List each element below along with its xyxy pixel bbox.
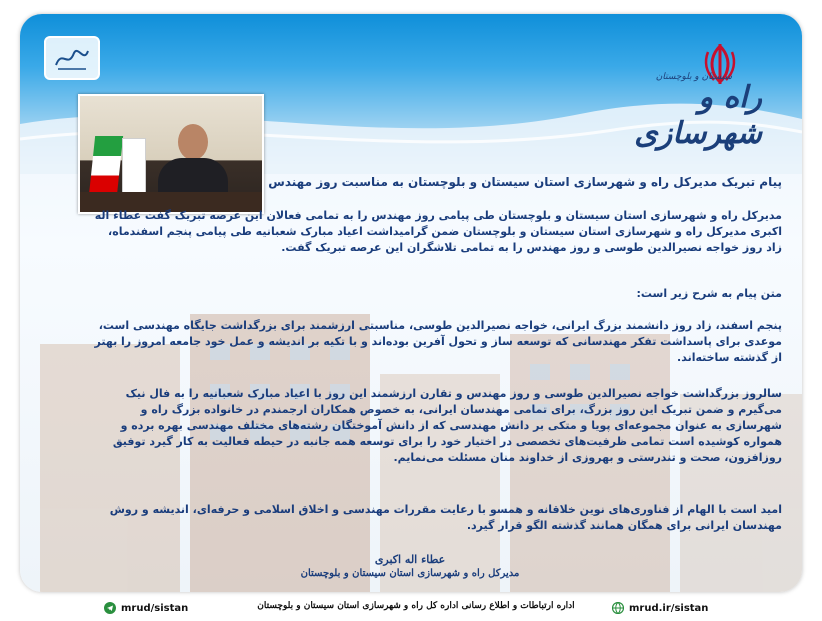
signature-role: مدیرکل راه و شهرسازی استان سیستان و بلوچستان: [300, 568, 520, 579]
ministry-logo: [632, 72, 762, 151]
footer-bar: [0, 596, 822, 621]
article-paragraph-4: امید است با الهام از فناوری‌های نوین خلاقانه و همسو با رعایت مقررات مهندسی و اخلاق اسلامی و حرفه‌ای، اندیشه و روش مهندسان ایرانی برای همگان همانند گذشته الگو قرار گیرد.: [109, 503, 782, 532]
article-paragraph-2: پنجم اسفند، زاد روز دانشمند بزرگ ایرانی، خواجه نصیرالدین طوسی، مناسبتی ارزشمند برای بزرگداشت جایگاه مهندسی است، موعدی برای پاسداشت تفکر مهندسانی که توسعه ساز و تحول آفرین بوده‌اند و با تکیه بر اندیشه و عمل خود جامعه امروز را بهتر از گذشته ساخته‌اند.: [94, 319, 782, 364]
footer-telegram-link[interactable]: [104, 602, 188, 614]
calligraphy-logo-icon: [52, 43, 92, 73]
article-paragraph-3: سالروز بزرگداشت خواجه نصیرالدین طوسی و روز مهندس و تقارن ارزشمند این روز با اعیاد مبارک شعبانیه را به فال نیک می‌گیرم و ضمن تبریک این روز بزرگ، برای تمامی مهندسان ایرانی، به خصوص همکاران ارجمندم در خانواده بزرگ راه و شهرسازی به عنوان مجموعه‌ای پویا و متکی بر دانش مهندسی که از دانش آموختگان رشته‌های مختلف مهندسی بهره برده و همواره کوشیده است تمامی ظرفیت‌های تخصصی در اختیار خود را برای توسعه همه جانبه در حیطه فعالیت به کار گیرد توفیق روزافزون، صحت و تندرستی و بهروزی از خداوند منان مسئلت می‌نمایم.: [112, 387, 782, 464]
telegram-icon: [104, 602, 116, 614]
engineer-day-logo: [44, 36, 100, 80]
director-photo: [78, 94, 264, 214]
footer-department: اداره ارتباطات و اطلاع رسانی اداره کل راه و شهرسازی استان سیستان و بلوچستان: [257, 601, 575, 611]
footer-website-link[interactable]: [612, 602, 708, 614]
article-title: پیام تبریک مدیرکل راه و شهرسازی استان سیستان و بلوچستان به مناسبت روز مهندس: [268, 175, 782, 189]
ministry-logo-subtext: سیستان و بلوچستان: [655, 72, 732, 82]
signature-block: [290, 552, 530, 581]
message-intro: متن پیام به شرح زیر است:: [636, 287, 782, 300]
footer-telegram-handle: mrud/sistan: [121, 602, 189, 614]
signature-name: عطاء اله اکبری: [374, 553, 446, 566]
footer-website-url: mrud.ir/sistan: [629, 602, 709, 614]
globe-icon: [612, 602, 624, 614]
ministry-logo-text: راه و شهرسازی: [634, 80, 762, 151]
article-paragraph-1: مدیرکل راه و شهرسازی استان سیستان و بلوچستان طی پیامی روز مهندس را به تمامی فعالان این عرصه تبریک گفت عطاء اله اکبری مدیرکل راه و شهرسازی استان سیستان و بلوچستان ضمن گرامیداشت اعیاد مبارک شعبانیه طی پیامی پنجم اسفندماه، زاد روز خواجه نصیرالدین طوسی و روز مهندس را به تمامی تلاشگران این عرصه تبریک گفت.: [94, 209, 782, 254]
